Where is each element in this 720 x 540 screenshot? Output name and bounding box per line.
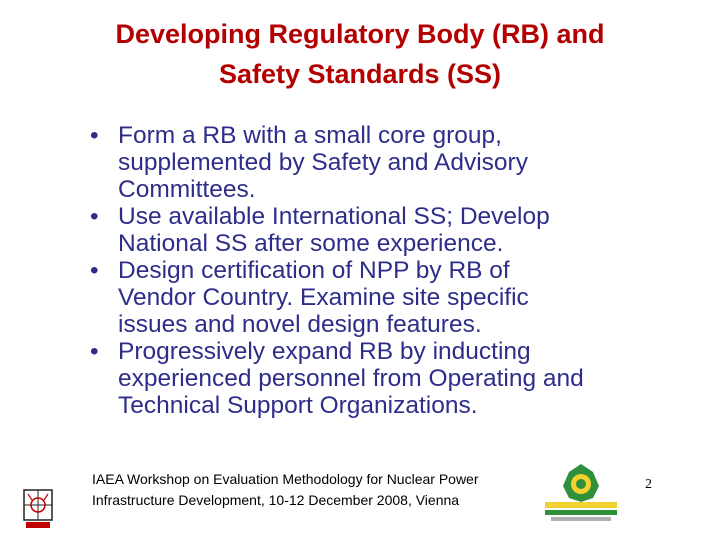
bullet-line: Use available International SS; Develop — [118, 203, 550, 230]
25-years-safety-regulation-logo — [541, 462, 621, 529]
bullet-line: experienced personnel from Operating and — [118, 365, 584, 392]
slide-title — [40, 14, 680, 94]
footer-text — [92, 469, 479, 511]
bullet-line: Progressively expand RB by inducting — [118, 338, 531, 365]
bullet-line: issues and novel design features. — [118, 311, 482, 338]
bullet-dot: • — [90, 203, 99, 230]
bullet-line: Form a RB with a small core group, — [118, 122, 502, 149]
bullet-line: Design certification of NPP by RB of — [118, 257, 510, 284]
bullet-dot: • — [90, 257, 99, 284]
bullet-item — [88, 203, 688, 257]
bullet-item — [88, 122, 688, 203]
bullet-dot: • — [90, 338, 99, 365]
footer-line-1: IAEA Workshop on Evaluation Methodology for Nuclear Power — [92, 471, 479, 487]
emblem-logo — [18, 486, 58, 537]
bullet-line: Committees. — [118, 176, 256, 203]
bullet-line: Technical Support Organizations. — [118, 392, 478, 419]
footer-line-2: Infrastructure Development, 10-12 December 2008, Vienna — [92, 492, 460, 508]
title-line-2: Safety Standards (SS) — [218, 59, 502, 89]
bullet-dot: • — [90, 122, 99, 149]
bullet-line: National SS after some experience. — [118, 230, 504, 257]
bullet-item — [88, 338, 688, 419]
page-number: 2 — [645, 477, 652, 492]
bullet-line: supplemented by Safety and Advisory — [118, 149, 528, 176]
title-line-1: Developing Regulatory Body (RB) and — [115, 19, 605, 49]
bullet-line: Vendor Country. Examine site specific — [118, 284, 529, 311]
bullet-list — [88, 122, 688, 419]
bullet-item — [88, 257, 688, 338]
